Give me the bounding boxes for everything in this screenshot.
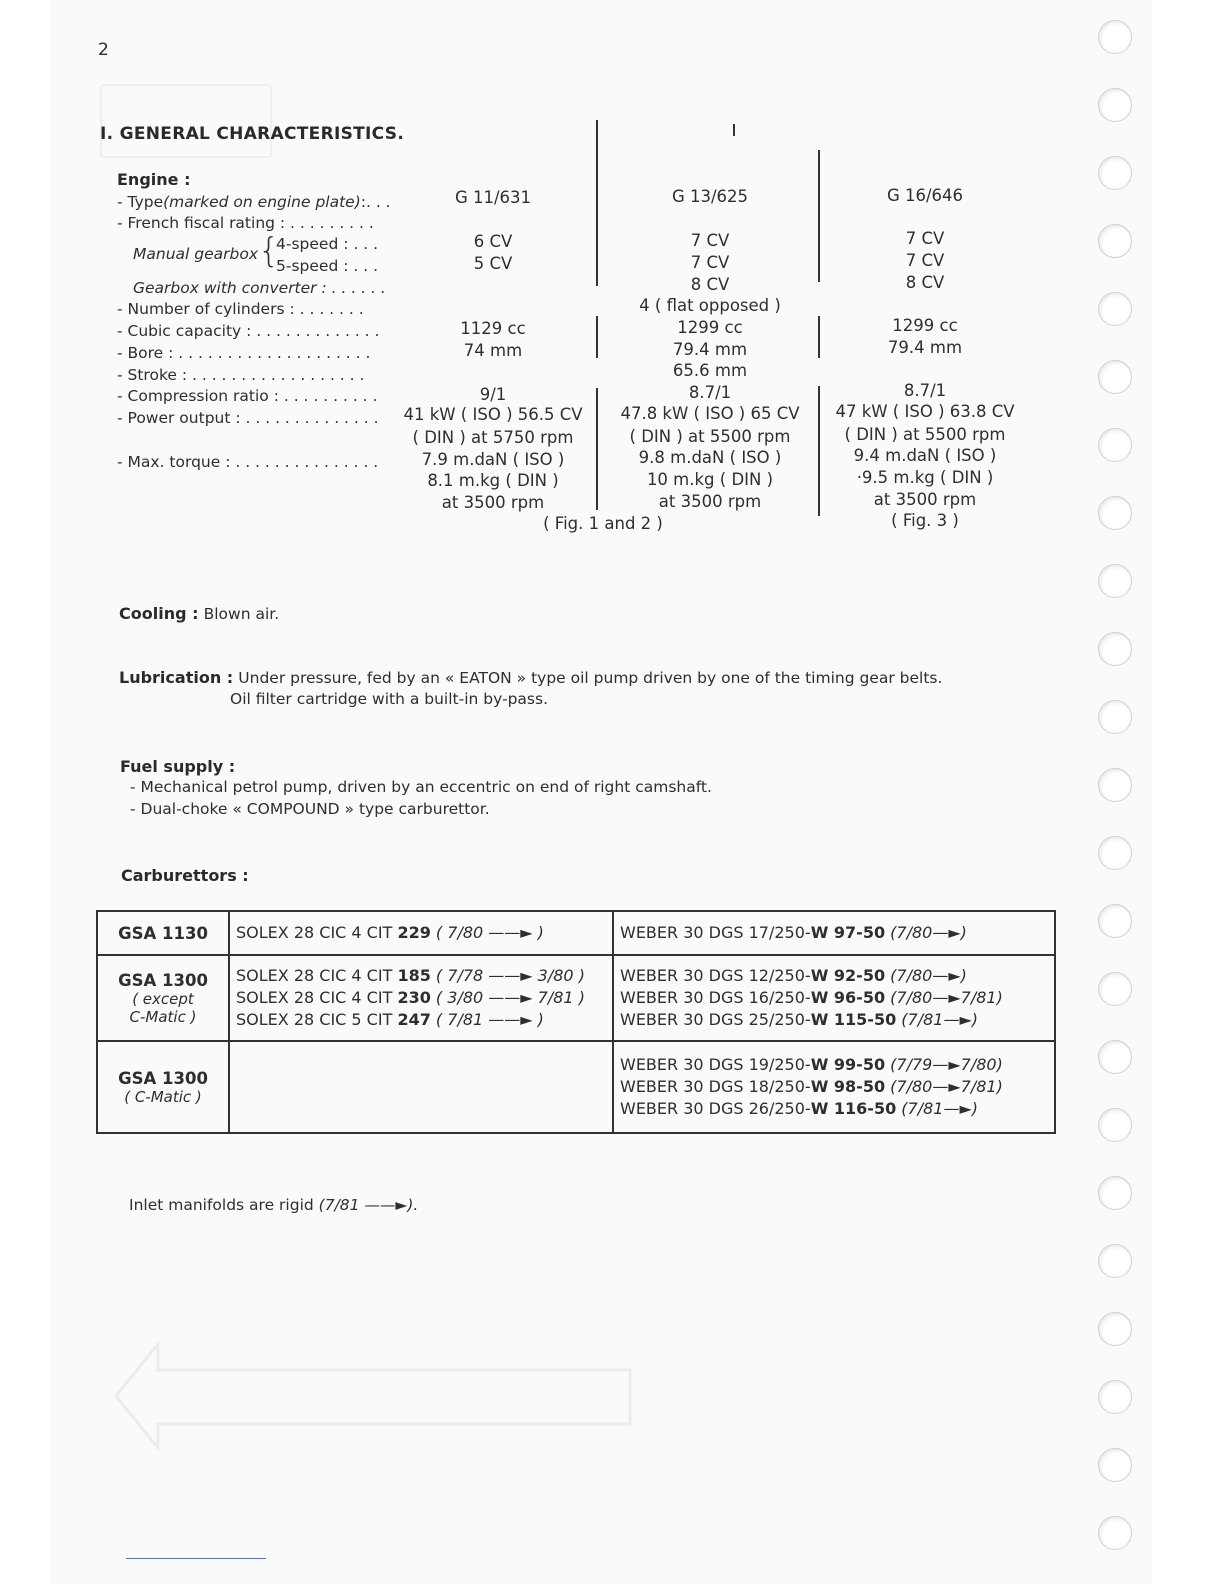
fuel-line-1: - Mechanical petrol pump, driven by an eccentric on end of right camshaft.	[130, 778, 712, 796]
g13-type: G 13/625	[671, 187, 749, 206]
model-name: GSA 1300	[118, 970, 208, 990]
model-cell	[97, 911, 229, 955]
g13-torque-1: 9.8 m.daN ( ISO )	[638, 448, 782, 467]
model-note: ( except C-Matic )	[129, 989, 197, 1026]
g11-torque-1: 7.9 m.daN ( ISO )	[421, 450, 565, 469]
solex-line: SOLEX 28 CIC 4 CIT 229 ( 7/80 ——► )	[236, 923, 544, 942]
label-manual-gearbox: Manual gearbox	[133, 245, 258, 263]
inlet-note: Inlet manifolds are rigid (7/81 ——►).	[129, 1196, 419, 1214]
solex-line: SOLEX 28 CIC 4 CIT 230 ( 3/80 ——► 7/81 )	[236, 988, 585, 1007]
g11-bore: 74 mm	[463, 341, 523, 360]
g11-capacity: 1129 cc	[460, 319, 526, 338]
g13-power-2: ( DIN ) at 5500 rpm	[629, 427, 791, 446]
g16-torque-2: ·9.5 m.kg ( DIN )	[856, 468, 994, 487]
g13-figure-ref: ( Fig. 1 and 2 )	[543, 514, 663, 533]
g11-power-1: 41 kW ( ISO ) 56.5 CV	[403, 405, 583, 424]
label-4speed: 4-speed : . . .	[276, 235, 378, 253]
lubrication-label: Lubrication :	[119, 668, 234, 687]
model-note: ( C-Matic )	[124, 1087, 202, 1106]
weber-line: WEBER 30 DGS 19/250-W 99-50 (7/79—►7/80)	[620, 1055, 1003, 1074]
weber-cell	[613, 1041, 1055, 1133]
page-number: 2	[98, 40, 109, 60]
lubrication-line-1: Under pressure, fed by an « EATON » type oil pump driven by one of the timing gear belts.	[238, 669, 943, 687]
g11-type: G 11/631	[454, 188, 532, 207]
g16-type: G 16/646	[886, 186, 964, 205]
table-row	[97, 1041, 1055, 1133]
model-name: GSA 1130	[118, 923, 208, 943]
label-compression: - Compression ratio : . . . . . . . . . .	[117, 387, 378, 405]
faded-back-arrow-icon	[110, 1340, 636, 1452]
weber-cell	[613, 955, 1055, 1041]
label-5speed: 5-speed : . . .	[276, 257, 378, 275]
g13-torque-2: 10 m.kg ( DIN )	[646, 470, 774, 489]
g13-cylinders: 4 ( flat opposed )	[639, 296, 781, 315]
engine-heading: Engine :	[117, 170, 191, 189]
solex-line: SOLEX 28 CIC 5 CIT 247 ( 7/81 ——► )	[236, 1010, 544, 1029]
label-capacity: - Cubic capacity : . . . . . . . . . . . . .	[117, 322, 380, 340]
g16-cv5: 7 CV	[905, 251, 945, 270]
weber-line: WEBER 30 DGS 18/250-W 98-50 (7/80—►7/81)	[620, 1077, 1003, 1096]
g16-cv-converter: 8 CV	[905, 273, 945, 292]
label-converter: Gearbox with converter : . . . . . .	[133, 279, 386, 297]
column-tick	[733, 124, 735, 136]
g16-figure-ref: ( Fig. 3 )	[891, 511, 959, 530]
g13-stroke: 65.6 mm	[672, 361, 748, 380]
footer-link-underline	[126, 1558, 266, 1559]
weber-line: WEBER 30 DGS 16/250-W 96-50 (7/80—►7/81)	[620, 988, 1003, 1007]
model-name: GSA 1300	[118, 1068, 208, 1088]
g16-torque-1: 9.4 m.daN ( ISO )	[853, 446, 997, 465]
label-cylinders: - Number of cylinders : . . . . . . .	[117, 300, 364, 318]
solex-cell	[229, 955, 613, 1041]
g13-cv5: 7 CV	[690, 253, 730, 272]
carburettor-table	[96, 910, 1056, 1134]
brace-icon: {	[258, 231, 280, 271]
g13-cv-converter: 8 CV	[690, 275, 730, 294]
label-fiscal: - French fiscal rating : . . . . . . . . .	[117, 214, 374, 232]
lubrication-line-2: Oil filter cartridge with a built-in by-pass.	[230, 690, 548, 708]
weber-line: WEBER 30 DGS 12/250-W 92-50 (7/80—►)	[620, 966, 967, 985]
g11-cv4: 6 CV	[473, 232, 513, 251]
g11-power-2: ( DIN ) at 5750 rpm	[412, 428, 574, 447]
g13-power-1: 47.8 kW ( ISO ) 65 CV	[620, 404, 800, 423]
g16-cv4: 7 CV	[905, 229, 945, 248]
table-row	[97, 911, 1055, 955]
g16-power-2: ( DIN ) at 5500 rpm	[844, 425, 1006, 444]
g13-torque-3: at 3500 rpm	[658, 492, 762, 511]
solex-cell-empty	[229, 1041, 613, 1133]
label-type: - Type(marked on engine plate):. . .	[117, 193, 391, 211]
label-bore: - Bore : . . . . . . . . . . . . . . . . . . . .	[117, 344, 371, 362]
cooling-section	[119, 604, 279, 623]
section-title: I. GENERAL CHARACTERISTICS.	[100, 124, 405, 144]
g16-capacity: 1299 cc	[892, 316, 958, 335]
g11-torque-2: 8.1 m.kg ( DIN )	[427, 471, 559, 490]
label-torque: - Max. torque : . . . . . . . . . . . . . . .	[117, 453, 379, 471]
g16-power-1: 47 kW ( ISO ) 63.8 CV	[835, 402, 1015, 421]
carburettors-label: Carburettors :	[121, 866, 249, 885]
weber-cell	[613, 911, 1055, 955]
g13-capacity: 1299 cc	[677, 318, 743, 337]
model-cell	[97, 955, 229, 1041]
cooling-text: Blown air.	[203, 605, 280, 623]
weber-line: WEBER 30 DGS 26/250-W 116-50 (7/81—►)	[620, 1099, 979, 1118]
g13-compression: 8.7/1	[688, 383, 732, 402]
weber-line: WEBER 30 DGS 25/250-W 115-50 (7/81—►)	[620, 1010, 979, 1029]
label-stroke: - Stroke : . . . . . . . . . . . . . . . . . .	[117, 366, 365, 384]
faded-stamp-frame	[100, 84, 272, 158]
cooling-label: Cooling :	[119, 604, 199, 623]
solex-line: SOLEX 28 CIC 4 CIT 185 ( 7/78 ——► 3/80 )	[236, 966, 585, 985]
lubrication-section	[119, 668, 942, 687]
fuel-label: Fuel supply :	[120, 757, 236, 776]
g13-cv4: 7 CV	[690, 231, 730, 250]
g11-compression: 9/1	[479, 385, 507, 404]
g13-bore: 79.4 mm	[672, 340, 748, 359]
table-row	[97, 955, 1055, 1041]
g11-cv5: 5 CV	[473, 254, 513, 273]
g11-torque-3: at 3500 rpm	[441, 493, 545, 512]
g16-compression: 8.7/1	[903, 381, 947, 400]
g16-torque-3: at 3500 rpm	[873, 490, 977, 509]
g16-bore: 79.4 mm	[887, 338, 963, 357]
fuel-line-2: - Dual-choke « COMPOUND » type carburettor.	[130, 800, 490, 818]
weber-line: WEBER 30 DGS 17/250-W 97-50 (7/80—►)	[620, 923, 967, 942]
solex-cell	[229, 911, 613, 955]
model-cell	[97, 1041, 229, 1133]
label-power: - Power output : . . . . . . . . . . . . . .	[117, 409, 379, 427]
